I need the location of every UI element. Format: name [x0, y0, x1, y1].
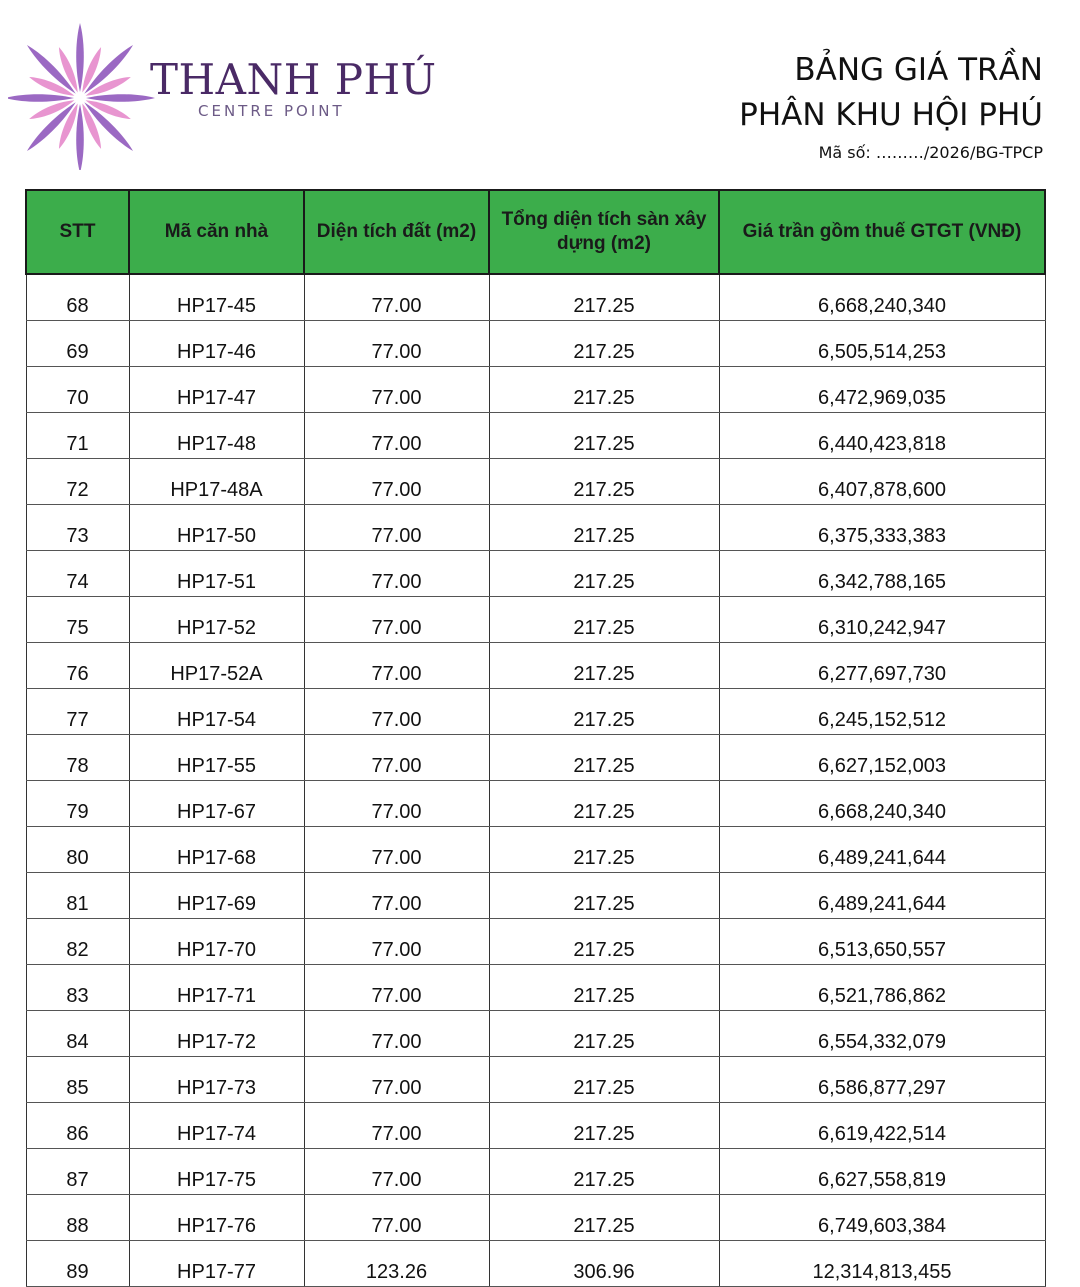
- cell-ceiling-price: 6,440,423,818: [719, 413, 1045, 459]
- table-row: [26, 551, 1045, 597]
- table-row: [26, 459, 1045, 505]
- cell-floor-area: 217.25: [489, 505, 719, 551]
- cell-ceiling-price: 6,627,152,003: [719, 735, 1045, 781]
- cell-floor-area: 217.25: [489, 689, 719, 735]
- cell-unit-code: HP17-47: [129, 367, 304, 413]
- cell-ceiling-price: 6,586,877,297: [719, 1057, 1045, 1103]
- table-row: [26, 1149, 1045, 1195]
- table-row: [26, 1195, 1045, 1241]
- cell-floor-area: 217.25: [489, 459, 719, 505]
- cell-ceiling-price: 6,627,558,819: [719, 1149, 1045, 1195]
- cell-stt: 77: [26, 689, 129, 735]
- cell-unit-code: HP17-75: [129, 1149, 304, 1195]
- table-row: [26, 965, 1045, 1011]
- cell-stt: 86: [26, 1103, 129, 1149]
- cell-unit-code: HP17-77: [129, 1241, 304, 1287]
- cell-stt: 75: [26, 597, 129, 643]
- cell-unit-code: HP17-48A: [129, 459, 304, 505]
- cell-land-area: 77.00: [304, 321, 489, 367]
- cell-unit-code: HP17-73: [129, 1057, 304, 1103]
- table-row: [26, 735, 1045, 781]
- cell-unit-code: HP17-55: [129, 735, 304, 781]
- cell-ceiling-price: 6,310,242,947: [719, 597, 1045, 643]
- cell-unit-code: HP17-45: [129, 274, 304, 321]
- column-header-ceiling-price: Giá trần gồm thuế GTGT (VNĐ): [719, 190, 1045, 274]
- cell-stt: 79: [26, 781, 129, 827]
- cell-land-area: 77.00: [304, 965, 489, 1011]
- cell-ceiling-price: 12,314,813,455: [719, 1241, 1045, 1287]
- cell-land-area: 77.00: [304, 413, 489, 459]
- table-row: [26, 643, 1045, 689]
- cell-ceiling-price: 6,505,514,253: [719, 321, 1045, 367]
- cell-land-area: 77.00: [304, 367, 489, 413]
- table-row: [26, 321, 1045, 367]
- cell-unit-code: HP17-50: [129, 505, 304, 551]
- brand-name: THANH PHÚ: [150, 55, 437, 104]
- cell-floor-area: 217.25: [489, 551, 719, 597]
- cell-floor-area: 217.25: [489, 274, 719, 321]
- cell-land-area: 77.00: [304, 1057, 489, 1103]
- cell-floor-area: 217.25: [489, 827, 719, 873]
- cell-floor-area: 217.25: [489, 1103, 719, 1149]
- cell-stt: 78: [26, 735, 129, 781]
- cell-ceiling-price: 6,375,333,383: [719, 505, 1045, 551]
- cell-stt: 68: [26, 274, 129, 321]
- column-header-stt: STT: [26, 190, 129, 274]
- cell-land-area: 77.00: [304, 735, 489, 781]
- cell-floor-area: 217.25: [489, 735, 719, 781]
- cell-floor-area: 217.25: [489, 321, 719, 367]
- cell-land-area: 123.26: [304, 1241, 489, 1287]
- cell-floor-area: 217.25: [489, 919, 719, 965]
- cell-unit-code: HP17-67: [129, 781, 304, 827]
- table-row: [26, 597, 1045, 643]
- table-row: [26, 919, 1045, 965]
- cell-stt: 89: [26, 1241, 129, 1287]
- cell-floor-area: 217.25: [489, 1011, 719, 1057]
- cell-ceiling-price: 6,668,240,340: [719, 781, 1045, 827]
- table-row: [26, 781, 1045, 827]
- cell-land-area: 77.00: [304, 1011, 489, 1057]
- cell-stt: 85: [26, 1057, 129, 1103]
- cell-land-area: 77.00: [304, 551, 489, 597]
- cell-floor-area: 217.25: [489, 1195, 719, 1241]
- document-subtitle: PHÂN KHU HỘI PHÚ: [739, 97, 1043, 133]
- cell-unit-code: HP17-52: [129, 597, 304, 643]
- cell-stt: 73: [26, 505, 129, 551]
- cell-floor-area: 217.25: [489, 367, 719, 413]
- cell-floor-area: 217.25: [489, 597, 719, 643]
- cell-stt: 84: [26, 1011, 129, 1057]
- document-code: Mã số: ………/2026/BG-TPCP: [818, 143, 1043, 162]
- cell-land-area: 77.00: [304, 1103, 489, 1149]
- cell-ceiling-price: 6,489,241,644: [719, 827, 1045, 873]
- cell-floor-area: 217.25: [489, 413, 719, 459]
- table-row: [26, 1011, 1045, 1057]
- table-row: [26, 1057, 1045, 1103]
- table-row: [26, 689, 1045, 735]
- flower-logo-icon: [8, 23, 155, 170]
- table-row: [26, 505, 1045, 551]
- cell-unit-code: HP17-52A: [129, 643, 304, 689]
- cell-stt: 74: [26, 551, 129, 597]
- cell-land-area: 77.00: [304, 505, 489, 551]
- cell-land-area: 77.00: [304, 873, 489, 919]
- table-row: [26, 1241, 1045, 1287]
- cell-ceiling-price: 6,472,969,035: [719, 367, 1045, 413]
- cell-floor-area: 217.25: [489, 1057, 719, 1103]
- cell-unit-code: HP17-54: [129, 689, 304, 735]
- cell-floor-area: 217.25: [489, 643, 719, 689]
- table-row: [26, 1103, 1045, 1149]
- cell-ceiling-price: 6,619,422,514: [719, 1103, 1045, 1149]
- cell-floor-area: 306.96: [489, 1241, 719, 1287]
- cell-ceiling-price: 6,521,786,862: [719, 965, 1045, 1011]
- cell-stt: 88: [26, 1195, 129, 1241]
- cell-stt: 82: [26, 919, 129, 965]
- table-row: [26, 413, 1045, 459]
- cell-stt: 81: [26, 873, 129, 919]
- cell-ceiling-price: 6,513,650,557: [719, 919, 1045, 965]
- cell-land-area: 77.00: [304, 689, 489, 735]
- cell-ceiling-price: 6,554,332,079: [719, 1011, 1045, 1057]
- cell-ceiling-price: 6,407,878,600: [719, 459, 1045, 505]
- cell-stt: 80: [26, 827, 129, 873]
- logo-petal: [76, 104, 84, 170]
- cell-ceiling-price: 6,489,241,644: [719, 873, 1045, 919]
- brand-subtitle: CENTRE POINT: [198, 102, 345, 120]
- cell-land-area: 77.00: [304, 459, 489, 505]
- logo-petal: [86, 94, 155, 102]
- cell-stt: 76: [26, 643, 129, 689]
- cell-land-area: 77.00: [304, 1149, 489, 1195]
- table-header-row: [26, 190, 1045, 274]
- cell-stt: 69: [26, 321, 129, 367]
- cell-floor-area: 217.25: [489, 1149, 719, 1195]
- cell-unit-code: HP17-71: [129, 965, 304, 1011]
- logo-petal: [76, 23, 84, 92]
- column-header-unit-code: Mã căn nhà: [129, 190, 304, 274]
- cell-land-area: 77.00: [304, 827, 489, 873]
- cell-land-area: 77.00: [304, 781, 489, 827]
- cell-stt: 72: [26, 459, 129, 505]
- cell-unit-code: HP17-48: [129, 413, 304, 459]
- cell-stt: 83: [26, 965, 129, 1011]
- cell-unit-code: HP17-70: [129, 919, 304, 965]
- cell-unit-code: HP17-69: [129, 873, 304, 919]
- cell-ceiling-price: 6,668,240,340: [719, 274, 1045, 321]
- cell-land-area: 77.00: [304, 1195, 489, 1241]
- table-row: [26, 367, 1045, 413]
- cell-land-area: 77.00: [304, 274, 489, 321]
- cell-land-area: 77.00: [304, 597, 489, 643]
- cell-land-area: 77.00: [304, 919, 489, 965]
- cell-stt: 87: [26, 1149, 129, 1195]
- cell-stt: 70: [26, 367, 129, 413]
- cell-unit-code: HP17-68: [129, 827, 304, 873]
- cell-ceiling-price: 6,277,697,730: [719, 643, 1045, 689]
- cell-floor-area: 217.25: [489, 873, 719, 919]
- cell-ceiling-price: 6,342,788,165: [719, 551, 1045, 597]
- table-row: [26, 274, 1045, 321]
- cell-ceiling-price: 6,245,152,512: [719, 689, 1045, 735]
- cell-floor-area: 217.25: [489, 781, 719, 827]
- logo-petal: [8, 94, 74, 102]
- cell-unit-code: HP17-76: [129, 1195, 304, 1241]
- table-row: [26, 827, 1045, 873]
- column-header-land-area: Diện tích đất (m2): [304, 190, 489, 274]
- cell-ceiling-price: 6,749,603,384: [719, 1195, 1045, 1241]
- cell-unit-code: HP17-72: [129, 1011, 304, 1057]
- document-title: BẢNG GIÁ TRẦN: [794, 52, 1043, 88]
- cell-unit-code: HP17-74: [129, 1103, 304, 1149]
- price-table: [25, 189, 1046, 1287]
- column-header-floor-area: Tổng diện tích sàn xây dựng (m2): [489, 190, 719, 274]
- cell-floor-area: 217.25: [489, 965, 719, 1011]
- cell-stt: 71: [26, 413, 129, 459]
- table-row: [26, 873, 1045, 919]
- cell-unit-code: HP17-51: [129, 551, 304, 597]
- cell-unit-code: HP17-46: [129, 321, 304, 367]
- cell-land-area: 77.00: [304, 643, 489, 689]
